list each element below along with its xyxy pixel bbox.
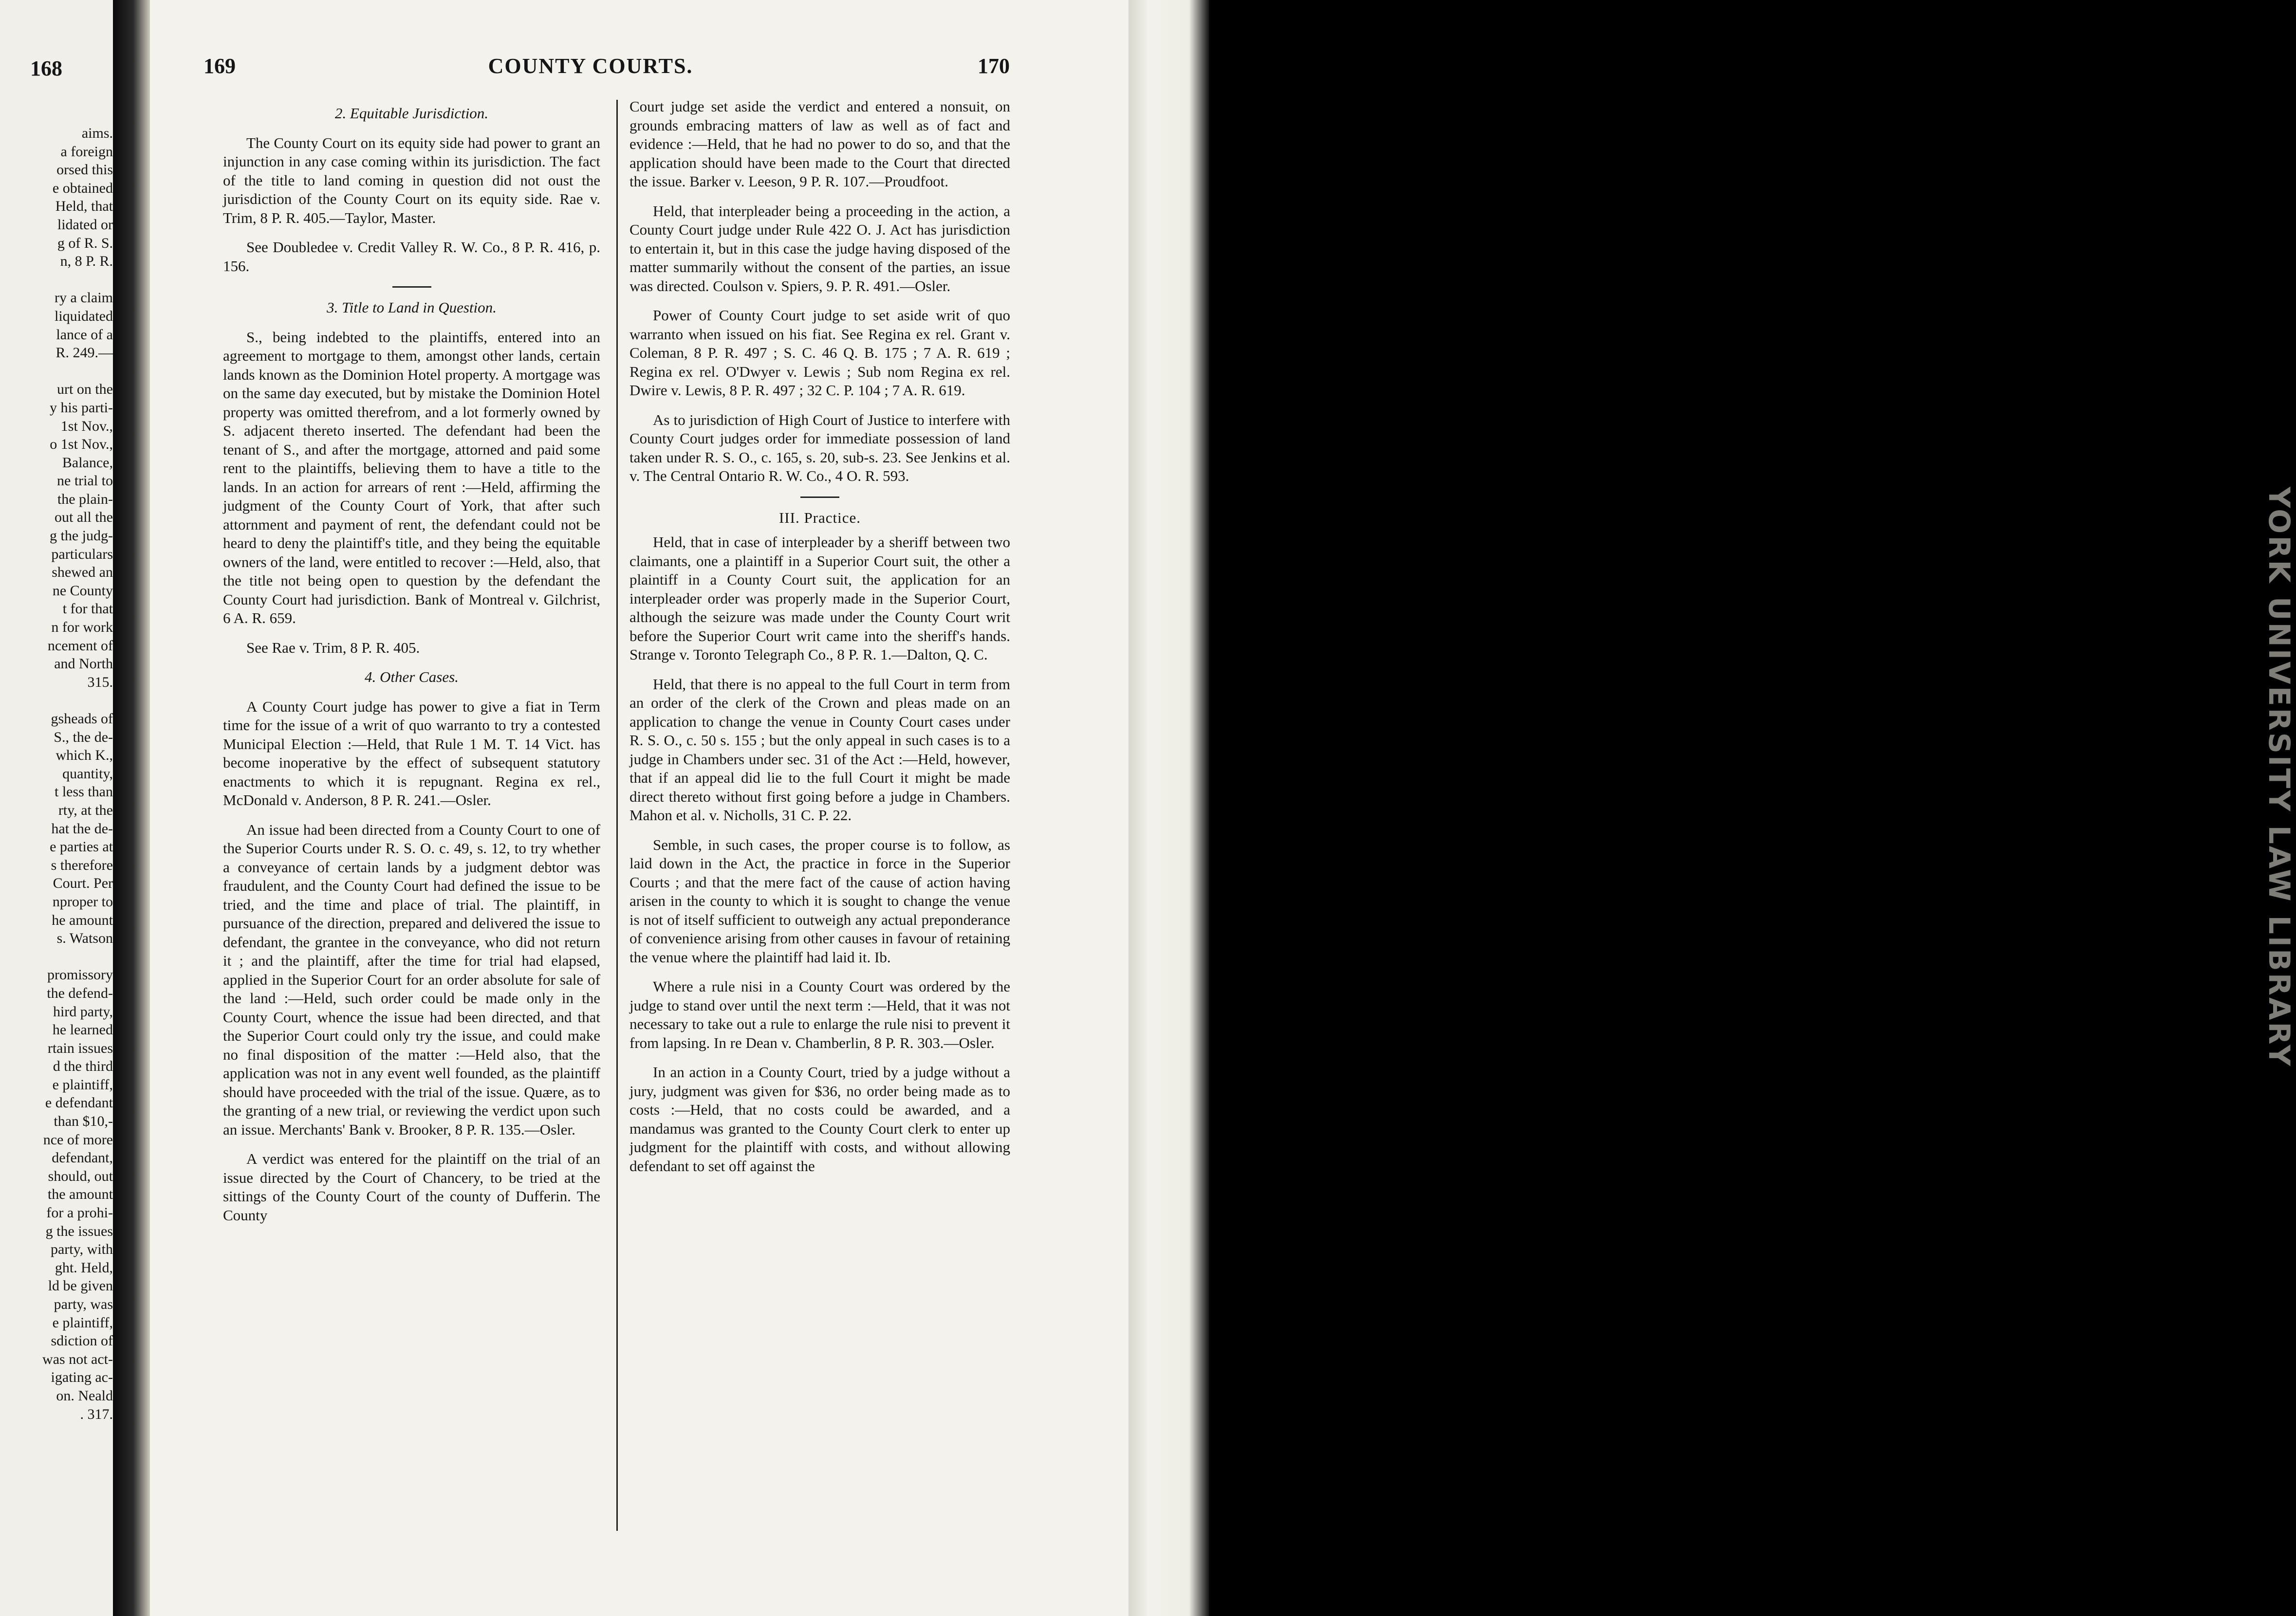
left-fragment-line: ne trial to [57,473,113,489]
left-fragment-line: lance of a [56,326,113,343]
left-fragment-line: 315. [87,674,113,690]
paragraph: As to jurisdiction of High Court of Justice to interfere with County Court judges order for immediate possession of land taken under R. S. O., c. 165, s. 20, sub-s. 23. See Jenkins et al. v. The Central Ontario R. W. Co., 4 O. R. 593. [630,411,1010,484]
section-heading-practice: III. Practice. [778,509,861,526]
page-number-169: 169 [204,54,236,78]
paragraph: Semble, in such cases, the proper course is to follow, as laid down in the Act, the practice in force in the Superior Courts ; and that the mere fact of the cause of action having arisen in the county to which it is sought to change the venue is not of itself sufficient to outweigh any actual preponderance of convenience arising from other causes in favour of retaining the venue where the plaintiff had laid it. Ib. [630,836,1010,966]
left-fragment-line: aims. [81,125,113,141]
left-fragment-line: quantity, [62,765,113,782]
left-fragment-line: o 1st Nov., [50,436,113,453]
left-fragment-line: e plaintiff, [52,1314,113,1331]
left-fragment-line: sdiction of [51,1333,113,1349]
separator-rule [800,496,839,498]
library-stamp: YORK UNIVERSITY LAW LIBRARY [2262,487,2296,1068]
paragraph: See Doubledee v. Credit Valley R. W. Co., 8 P. R. 416, p. 156. [223,239,600,275]
left-fragment-line: ld be given [48,1278,113,1294]
section-heading-title-to-land: 3. Title to Land in Question. [327,299,497,316]
left-fragment-line: rty, at the [58,802,113,818]
paragraph: In an action in a County Court, tried by a judge without a jury, judgment was given for $36, no order being made as to costs :—Held, that no costs could be awarded, and a mandamus was granted to the County Court clerk to enter up judgment for the plaintiff with costs, and without allowing defendant to set off against the [630,1064,1010,1175]
separator-rule [392,286,431,288]
left-fragment-line: e parties at [50,839,113,855]
running-head-title: COUNTY COURTS. [488,54,693,78]
left-fragment-line: t less than [55,784,113,800]
paragraph: An issue had been directed from a County Court to one of the Superior Courts under R. S. O. c. 49, s. 12, to try whether a conveyance of certain lands by a judgment debtor was fraudulent, and the County Court had defined the issue to be tried, and the time and place of trial. The plaintiff, in pursuance of the direction, prepared and delivered the issue to defendant, the grantee in the conveyance, who did not return it ; and the plaintiff, after the time for trial had elapsed, applied in the Superior Court for an order absolute for sale of the land :—Held, such order could be made only in the County Court, whence the issue had been directed, and that the Superior Court could only try the issue, and could make no final disposition of the matter :—Held also, that the application was not in any event well founded, as the plaintiff should have proceeded with the trial of the issue. Quære, as to the granting of a new trial, or reviewing the verdict upon such an issue. Merchants' Bank v. Brooker, 8 P. R. 135.—Osler. [223,821,600,1138]
paragraph: S., being indebted to the plaintiffs, entered into an agreement to mortgage to them, amongst other lands, certain lands known as the Dominion Hotel property. A mortgage was on the same day executed, but by mistake the Dominion Hotel property was omitted therefrom, and a lot formerly owned by S. adjacent thereto inserted. The defendant had been the tenant of S., and after the mortgage, attorned and paid some rent to the plaintiffs, believing them to have a title to the lands. In an action for arrears of rent :—Held, affirming the judgment of the County Court of York, that after such attornment and payment of rent, the defendant could not be heard to deny the plaintiff's title, and they being the equitable owners of the land, were entitled to recover :—Held, also, that the title not being open to question by the defendant the County Court had jurisdiction. Bank of Montreal v. Gilchrist, 6 A. R. 659. [223,328,600,626]
left-fragment-line: out all the [55,509,113,526]
left-page-fragment [0,0,113,1616]
left-fragment-line: R. 249.— [56,345,113,361]
next-page-edge [1129,0,2296,1616]
left-fragment-line [16,271,113,289]
left-fragment-line: and North [54,656,113,672]
paragraph: Held, that there is no appeal to the full Court in term from an order of the clerk of the Crown and pleas made on an application to change the venue in County Court cases under R. S. O., c. 50 s. 155 ; but the only appeal in such cases is to a judge in Chambers under sec. 31 of the Act :—Held, however, that if an appeal did lie to the full Court it might be made direct thereto without first going before a judge in Chambers. Mahon et al. v. Nicholls, 31 C. P. 22. [630,675,1010,824]
left-fragment-line [16,362,113,381]
paragraph: A verdict was entered for the plaintiff on the trial of an issue directed by the Court of Chancery, to be tried at the sittings of the County Court of the county of Dufferin. The County [223,1150,600,1224]
left-fragment-line: the amount [47,1186,113,1203]
left-fragment-line: ght. Held, [55,1259,113,1276]
book-gutter [113,0,150,1616]
right-column [630,97,1010,1186]
left-fragment-line: d the third [53,1058,113,1075]
left-fragment-line: liquidated [55,308,113,324]
column-divider [616,100,618,1531]
paragraph: Held, that interpleader being a proceeding in the action, a County Court judge under Rule 422 O. J. Act has jurisdiction to entertain it, but in this case the judge having disposed of the matter summarily without the consent of the parties, an issue was directed. Coulson v. Spiers, 9. P. R. 491.—Osler. [630,202,1010,294]
left-fragment-line: n for work [51,619,113,636]
left-fragment-line: rtain issues [47,1040,113,1056]
left-fragment-line: was not act- [42,1351,113,1367]
left-fragment-line: . 317. [80,1406,113,1422]
left-fragment-line: y his parti- [50,399,113,416]
left-fragment-line: the defend- [47,985,113,1001]
paragraph: Where a rule nisi in a County Court was ordered by the judge to stand over until the next term :—Held, that it was not necessary to take out a rule to enlarge the rule nisi to prevent it from lapsing. In re Dean v. Chamberlin, 8 P. R. 303.—Osler. [630,978,1010,1051]
left-fragment-line: Court. Per [53,875,113,892]
left-fragment-line: he amount [52,912,113,928]
main-page [150,0,1129,1616]
left-fragment-line: lidated or [57,216,113,233]
left-fragment-line: nce of more [43,1131,113,1148]
left-fragment-line: e obtained [52,180,113,196]
left-fragment-line: ry a claim [55,290,113,306]
left-fragment-line: igating ac- [51,1369,113,1386]
left-fragment-line: than $10,- [54,1113,113,1130]
left-fragment-line: party, was [54,1296,113,1312]
left-fragment-line: nproper to [52,893,113,910]
paragraph: A County Court judge has power to give a fiat in Term time for the issue of a writ of quo warranto to try a contested Municipal Election :—Held, that Rule 1 M. T. 14 Vict. has become inoperative by the effect of subsequent statutory enactments to which it is repugnant. Regina ex rel., McDonald v. Anderson, 8 P. R. 241.—Osler. [223,698,600,808]
left-fragment-line: promissory [47,967,113,983]
left-fragment-line: Held, that [55,198,113,215]
left-fragment-line: gsheads of [51,711,113,727]
left-page-text-fragments [16,124,113,1423]
page-number-170: 170 [978,54,1010,78]
section-heading-equitable-jurisdiction: 2. Equitable Jurisdiction. [334,105,489,122]
left-fragment-line: g the judg- [50,528,113,544]
left-fragment-line: for a prohi- [46,1205,113,1221]
left-fragment-line: s. Watson [56,930,113,947]
left-fragment-line: n, 8 P. R. [60,253,113,270]
left-fragment-line: on. Neald [56,1387,113,1404]
left-fragment-line: e plaintiff, [52,1076,113,1093]
left-fragment-line: party, with [50,1241,113,1258]
left-fragment-line: a foreign [60,143,113,160]
left-fragment-line: he learned [52,1022,113,1038]
left-fragment-line: particulars [51,546,113,562]
left-fragment-line: Balance, [62,454,113,471]
paragraph: Court judge set aside the verdict and entered a nonsuit, on grounds embracing matters of law as well as of fact and evidence :—Held, that he had no power to do so, and that the application should have been made to the Court that directed the issue. Barker v. Leeson, 9 P. R. 107.—Proudfoot. [630,98,1010,190]
section-heading-other-cases: 4. Other Cases. [365,668,459,685]
left-fragment-line: orsed this [56,162,113,178]
left-fragment-line: e defendant [45,1095,113,1111]
left-fragment-line: ne County [52,582,113,599]
left-fragment-line: ncement of [47,637,113,654]
left-fragment-line [16,948,113,966]
left-fragment-line: shewed an [52,564,113,581]
left-fragment-line: hird party, [53,1003,113,1020]
left-page-number: 168 [30,56,62,80]
left-fragment-line: s therefore [51,857,113,873]
paragraph: See Rae v. Trim, 8 P. R. 405. [246,639,420,656]
paragraph: Power of County Court judge to set aside writ of quo warranto when issued on his fiat. See Regina ex rel. Grant v. Coleman, 8 P. R. 497 ; S. C. 46 Q. B. 175 ; 7 A. R. 619 ; Regina ex rel. O'Dwyer v. Lewis ; Sub nom Regina ex rel. Dwire v. Lewis, 8 P. R. 497 ; 32 C. P. 104 ; 7 A. R. 619. [630,307,1010,399]
left-fragment-line: defendant, [52,1150,113,1166]
left-fragment-line: which K., [56,747,113,764]
left-fragment-line: g the issues [45,1223,113,1239]
left-fragment-line: the plain- [57,491,113,507]
left-column [223,97,600,1235]
paragraph: The County Court on its equity side had power to grant an injunction in any case coming within its jurisdiction. The fact of the title to land coming in question did not oust the jurisdiction of the County Court on its equity side. Rae v. Trim, 8 P. R. 405.—Taylor, Master. [223,134,600,226]
left-fragment-line: t for that [62,601,113,617]
paragraph: Held, that in case of interpleader by a sheriff between two claimants, one a plaintiff in a Superior Court suit, the other a plaintiff in a County Court suit, the application for an interpleader order was properly made in the Superior Court, although the seizure was made under the County Court writ before the Superior Court writ came into the sheriff's hands. Strange v. Toronto Telegraph Co., 8 P. R. 1.—Dalton, Q. C. [630,533,1010,663]
left-fragment-line: S., the de- [54,729,113,745]
left-fragment-line: urt on the [57,381,113,398]
left-fragment-line: should, out [48,1168,113,1184]
left-fragment-line [16,691,113,710]
left-fragment-line: g of R. S. [57,235,113,251]
left-fragment-line: 1st Nov., [60,418,113,434]
left-fragment-line: hat the de- [51,820,113,837]
